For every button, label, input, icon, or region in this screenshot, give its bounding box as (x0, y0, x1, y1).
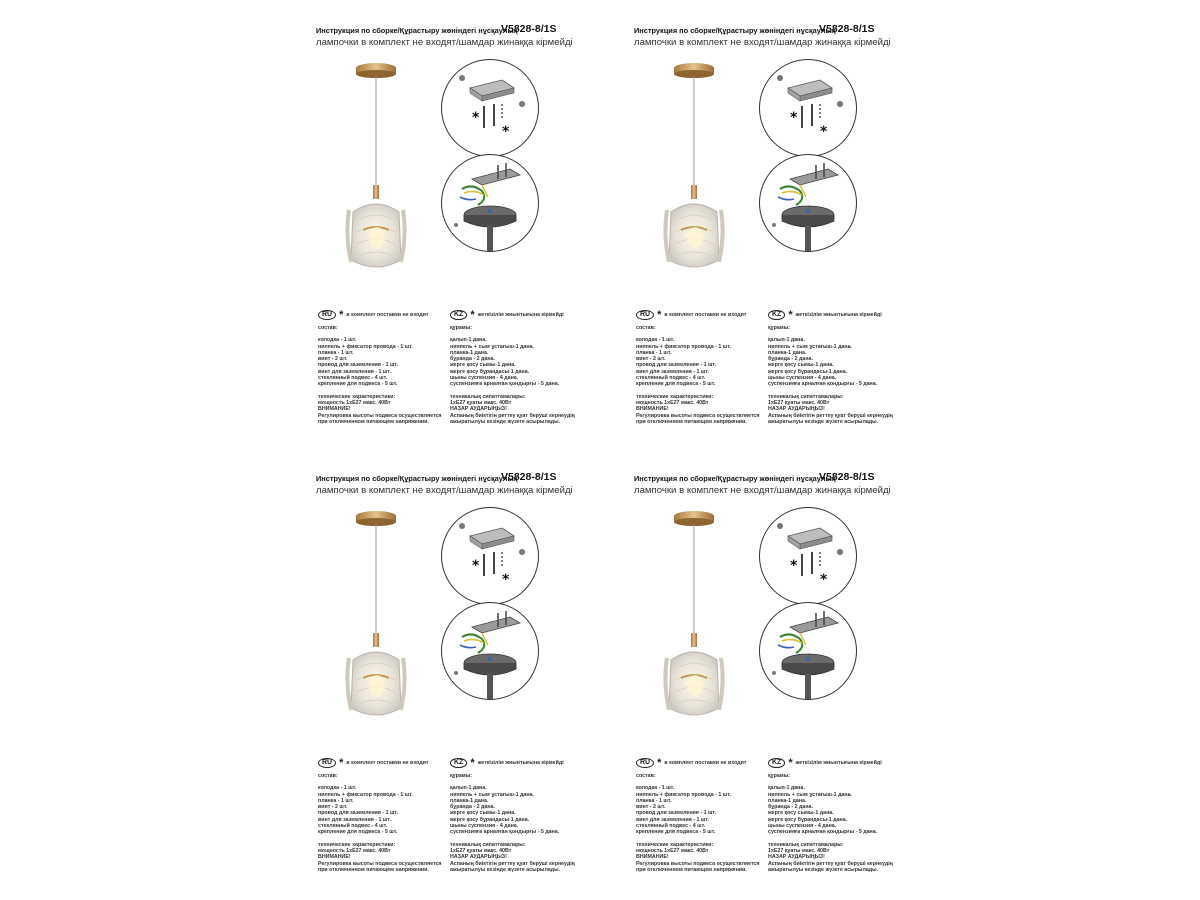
asterisk-icon: * (788, 308, 793, 321)
ru-parts-list (318, 785, 448, 835)
kz-warning-line: ажыратылуы кезінде жүзеге асырылады. (768, 866, 879, 873)
list-item: колодка - 1 шт. (636, 337, 675, 344)
list-item: винт - 2 шт. (318, 804, 348, 811)
ru-note: в комплект поставки не входит (346, 759, 429, 766)
list-item: ниппель + сым ұстағыш-1 дана. (768, 343, 853, 350)
list-item: жерге қосу сымы-1 дана. (768, 362, 834, 369)
kz-composition-title: құрамы: (450, 773, 472, 779)
kz-badge: KZ (450, 758, 467, 768)
kz-specs-value: 1хE27 қуаты макс. 40Вт (768, 847, 830, 854)
model-number: V5828-8/1S (501, 23, 557, 35)
kz-composition-title: құрамы: (768, 773, 790, 779)
list-item: винт для заземления - 1 шт. (636, 368, 709, 375)
sheet-subtitle: лампочки в комплект не входят/шамдар жинаққа кірмейді (634, 485, 891, 496)
wiring-diagram (441, 154, 539, 252)
list-item: провод для заземления - 1 шт. (636, 810, 717, 817)
list-item: планка - 1 шт. (636, 797, 672, 804)
list-item: винт для заземления - 1 шт. (636, 816, 709, 823)
list-item: провод для заземления - 1 шт. (318, 810, 399, 817)
list-item: суспензияға арналған қондырғы - 5 дана. (768, 381, 878, 388)
ru-warning-line: при отключенном питающем напряжении. (318, 866, 429, 873)
asterisk-icon: * (470, 308, 475, 321)
list-item: стеклянный подвес - 4 шт. (318, 823, 388, 830)
list-item: бұранда - 2 дана. (768, 804, 813, 811)
list-item: суспензияға арналған қондырғы - 5 дана. (450, 381, 560, 388)
list-item: жерге қосу сымы-1 дана. (768, 810, 834, 817)
kz-specs-value: 1хE27 қуаты макс. 40Вт (768, 399, 830, 406)
kz-badge: KZ (768, 310, 785, 320)
ru-column (318, 310, 448, 425)
kz-specs-title: техникалық сипаттамалары: (768, 393, 844, 400)
ru-warning-line: Регулировка высоты подвеса осуществляется (636, 412, 760, 419)
list-item: колодка - 1 шт. (318, 337, 357, 344)
mounting-bracket-diagram (759, 507, 857, 605)
diagram-mark: * (790, 558, 798, 574)
ru-warning-title: ВНИМАНИЕ! (636, 406, 669, 413)
list-item: ниппель + сым ұстағыш-1 дана. (450, 791, 535, 798)
pendant-lamp-image (657, 60, 739, 275)
list-item: шыны суспензия - 4 дана. (450, 823, 519, 830)
ru-badge: RU (636, 310, 654, 320)
ru-composition-title: состав: (318, 325, 338, 331)
list-item: колодка - 1 шт. (318, 785, 357, 792)
kz-warning-line: ажыратылуы кезінде жүзеге асырылады. (450, 418, 561, 425)
ru-badge: RU (636, 758, 654, 768)
ru-column (318, 758, 448, 873)
sheet-subtitle: лампочки в комплект не входят/шамдар жинаққа кірмейді (316, 37, 573, 48)
list-item: суспензияға арналған қондырғы - 5 дана. (768, 829, 878, 836)
list-item: жерге қосу сымы-1 дана. (450, 362, 516, 369)
kz-warning-line: Аспаның биіктігін реттеу қуат беруші кернеудің (450, 860, 575, 867)
ru-specs (318, 394, 448, 425)
kz-note: жеткізілім жиынтығына кірмейді (477, 759, 564, 766)
pendant-lamp-image (657, 508, 739, 723)
instruction-sheet-1 (283, 22, 593, 452)
list-item: планка - 1 шт. (636, 349, 672, 356)
ru-warning-title: ВНИМАНИЕ! (636, 854, 669, 861)
list-item: ниппель + сым ұстағыш-1 дана. (450, 343, 535, 350)
list-item: планка-1 дана. (450, 349, 489, 356)
wiring-diagram (759, 154, 857, 252)
kz-parts-list (450, 785, 590, 835)
asterisk-icon: * (339, 308, 344, 321)
list-item: планка - 1 шт. (318, 349, 354, 356)
kz-column (450, 758, 590, 873)
list-item: суспензияға арналған қондырғы - 5 дана. (450, 829, 560, 836)
ru-specs-title: технические характеристики: (636, 393, 714, 400)
list-item: шыны суспензия - 4 дана. (450, 375, 519, 382)
ru-specs-title: технические характеристики: (636, 841, 714, 848)
kz-specs-title: техникалық сипаттамалары: (450, 393, 526, 400)
asterisk-icon: * (657, 756, 662, 769)
list-item: стеклянный подвес - 4 шт. (636, 823, 706, 830)
list-item: жерге қосу бұрандасы-1 дана. (450, 816, 530, 823)
sheet-title: Инструкция по сборке/Құрастыру жөніндегі нұсқаулық (316, 26, 518, 35)
kz-specs-value: 1хE27 қуаты макс. 40Вт (450, 399, 512, 406)
kz-note: жеткізілім жиынтығына кірмейді (795, 759, 882, 766)
pendant-lamp-image (339, 60, 421, 275)
kz-parts-list (768, 337, 908, 387)
kz-warning-line: Аспаның биіктігін реттеу қуат беруші кернеудің (450, 412, 575, 419)
mounting-bracket-diagram (759, 59, 857, 157)
ru-warning-line: при отключенном питающем напряжении. (318, 418, 429, 425)
kz-warning-line: Аспаның биіктігін реттеу қуат беруші кернеудің (768, 860, 893, 867)
asterisk-icon: * (470, 756, 475, 769)
kz-specs (768, 394, 908, 425)
list-item: крепление для подвеса - 5 шт. (318, 381, 398, 388)
list-item: крепление для подвеса - 5 шт. (636, 381, 716, 388)
kz-specs (450, 394, 590, 425)
list-item: бұранда - 2 дана. (450, 804, 495, 811)
kz-specs-title: техникалық сипаттамалары: (768, 841, 844, 848)
asterisk-icon: * (657, 308, 662, 321)
list-item: винт для заземления - 1 шт. (318, 368, 391, 375)
diagram-mark: * (472, 110, 480, 126)
list-item: қалып-1 дана. (768, 337, 805, 344)
list-item: стеклянный подвес - 4 шт. (318, 375, 388, 382)
ru-specs-value: мощность 1хE27 макс. 40Вт (636, 399, 709, 406)
instruction-sheet-3 (283, 470, 593, 900)
list-item: крепление для подвеса - 5 шт. (636, 829, 716, 836)
asterisk-icon: * (339, 756, 344, 769)
list-item: ниппель + сым ұстағыш-1 дана. (768, 791, 853, 798)
kz-badge: KZ (768, 758, 785, 768)
sheet-subtitle: лампочки в комплект не входят/шамдар жинаққа кірмейді (316, 485, 573, 496)
diagram-mark: * (472, 558, 480, 574)
kz-warning-line: ажыратылуы кезінде жүзеге асырылады. (768, 418, 879, 425)
ru-warning-line: при отключенном питающем напряжении. (636, 866, 747, 873)
list-item: планка - 1 шт. (318, 797, 354, 804)
kz-note: жеткізілім жиынтығына кірмейді (795, 311, 882, 318)
list-item: колодка - 1 шт. (636, 785, 675, 792)
ru-warning-title: ВНИМАНИЕ! (318, 406, 351, 413)
kz-warning-title: НАЗАР АУДАРЫҢЫЗ! (768, 854, 825, 861)
kz-warning-title: НАЗАР АУДАРЫҢЫЗ! (450, 406, 507, 413)
ru-warning-line: Регулировка высоты подвеса осуществляется (636, 860, 760, 867)
ru-composition-title: состав: (318, 773, 338, 779)
ru-badge: RU (318, 310, 336, 320)
list-item: ниппель + фиксатор провода - 1 шт. (636, 343, 731, 350)
list-item: жерге қосу сымы-1 дана. (450, 810, 516, 817)
ru-composition-title: состав: (636, 325, 656, 331)
ru-specs-title: технические характеристики: (318, 393, 396, 400)
kz-note: жеткізілім жиынтығына кірмейді (477, 311, 564, 318)
kz-specs-value: 1хE27 қуаты макс. 40Вт (450, 847, 512, 854)
sheet-subtitle: лампочки в комплект не входят/шамдар жинаққа кірмейді (634, 37, 891, 48)
diagram-mark: * (820, 124, 828, 140)
wiring-diagram (441, 602, 539, 700)
list-item: стеклянный подвес - 4 шт. (636, 375, 706, 382)
list-item: провод для заземления - 1 шт. (318, 362, 399, 369)
ru-warning-line: Регулировка высоты подвеса осуществляется (318, 412, 442, 419)
ru-parts-list (636, 785, 766, 835)
list-item: винт - 2 шт. (318, 356, 348, 363)
list-item: жерге қосу бұрандасы-1 дана. (768, 368, 848, 375)
ru-note: в комплект поставки не входит (346, 311, 429, 318)
instruction-sheet-4 (601, 470, 911, 900)
ru-specs-value: мощность 1хE27 макс. 40Вт (636, 847, 709, 854)
asterisk-icon: * (788, 756, 793, 769)
kz-parts-list (768, 785, 908, 835)
ru-parts-list (318, 337, 448, 387)
ru-note: в комплект поставки не входит (664, 759, 747, 766)
ru-badge: RU (318, 758, 336, 768)
ru-specs (318, 842, 448, 873)
diagram-mark: * (790, 110, 798, 126)
ru-specs-title: технические характеристики: (318, 841, 396, 848)
list-item: крепление для подвеса - 5 шт. (318, 829, 398, 836)
list-item: планка-1 дана. (768, 349, 807, 356)
list-item: шыны суспензия - 4 дана. (768, 823, 837, 830)
kz-composition-title: құрамы: (450, 325, 472, 331)
kz-composition-title: құрамы: (768, 325, 790, 331)
mounting-bracket-diagram (441, 59, 539, 157)
list-item: провод для заземления - 1 шт. (636, 362, 717, 369)
kz-column (768, 758, 908, 873)
ru-specs (636, 842, 766, 873)
list-item: ниппель + фиксатор провода - 1 шт. (636, 791, 731, 798)
kz-column (768, 310, 908, 425)
kz-specs (450, 842, 590, 873)
model-number: V5828-8/1S (819, 471, 875, 483)
instruction-sheet-2 (601, 22, 911, 452)
wiring-diagram (759, 602, 857, 700)
ru-specs-value: мощность 1хE27 макс. 40Вт (318, 399, 391, 406)
diagram-mark: * (820, 572, 828, 588)
list-item: шыны суспензия - 4 дана. (768, 375, 837, 382)
list-item: бұранда - 2 дана. (768, 356, 813, 363)
list-item: қалып-1 дана. (450, 785, 487, 792)
kz-badge: KZ (450, 310, 467, 320)
pendant-lamp-image (339, 508, 421, 723)
sheet-title: Инструкция по сборке/Құрастыру жөніндегі нұсқаулық (634, 26, 836, 35)
kz-specs-title: техникалық сипаттамалары: (450, 841, 526, 848)
sheet-title: Инструкция по сборке/Құрастыру жөніндегі нұсқаулық (634, 474, 836, 483)
ru-note: в комплект поставки не входит (664, 311, 747, 318)
list-item: қалып-1 дана. (768, 785, 805, 792)
list-item: планка-1 дана. (450, 797, 489, 804)
ru-warning-title: ВНИМАНИЕ! (318, 854, 351, 861)
model-number: V5828-8/1S (501, 471, 557, 483)
sheet-title: Инструкция по сборке/Құрастыру жөніндегі нұсқаулық (316, 474, 518, 483)
list-item: винт - 2 шт. (636, 356, 666, 363)
kz-parts-list (450, 337, 590, 387)
ru-column (636, 310, 766, 425)
ru-warning-line: при отключенном питающем напряжении. (636, 418, 747, 425)
ru-parts-list (636, 337, 766, 387)
ru-column (636, 758, 766, 873)
list-item: бұранда - 2 дана. (450, 356, 495, 363)
kz-specs (768, 842, 908, 873)
list-item: винт для заземления - 1 шт. (318, 816, 391, 823)
list-item: ниппель + фиксатор провода - 1 шт. (318, 791, 413, 798)
ru-composition-title: состав: (636, 773, 656, 779)
kz-warning-title: НАЗАР АУДАРЫҢЫЗ! (450, 854, 507, 861)
ru-warning-line: Регулировка высоты подвеса осуществляется (318, 860, 442, 867)
kz-warning-line: Аспаның биіктігін реттеу қуат беруші кернеудің (768, 412, 893, 419)
diagram-mark: * (502, 572, 510, 588)
list-item: қалып-1 дана. (450, 337, 487, 344)
list-item: ниппель + фиксатор провода - 1 шт. (318, 343, 413, 350)
kz-warning-line: ажыратылуы кезінде жүзеге асырылады. (450, 866, 561, 873)
kz-column (450, 310, 590, 425)
mounting-bracket-diagram (441, 507, 539, 605)
list-item: планка-1 дана. (768, 797, 807, 804)
diagram-mark: * (502, 124, 510, 140)
list-item: жерге қосу бұрандасы-1 дана. (768, 816, 848, 823)
list-item: винт - 2 шт. (636, 804, 666, 811)
model-number: V5828-8/1S (819, 23, 875, 35)
kz-warning-title: НАЗАР АУДАРЫҢЫЗ! (768, 406, 825, 413)
list-item: жерге қосу бұрандасы-1 дана. (450, 368, 530, 375)
ru-specs (636, 394, 766, 425)
ru-specs-value: мощность 1хE27 макс. 40Вт (318, 847, 391, 854)
